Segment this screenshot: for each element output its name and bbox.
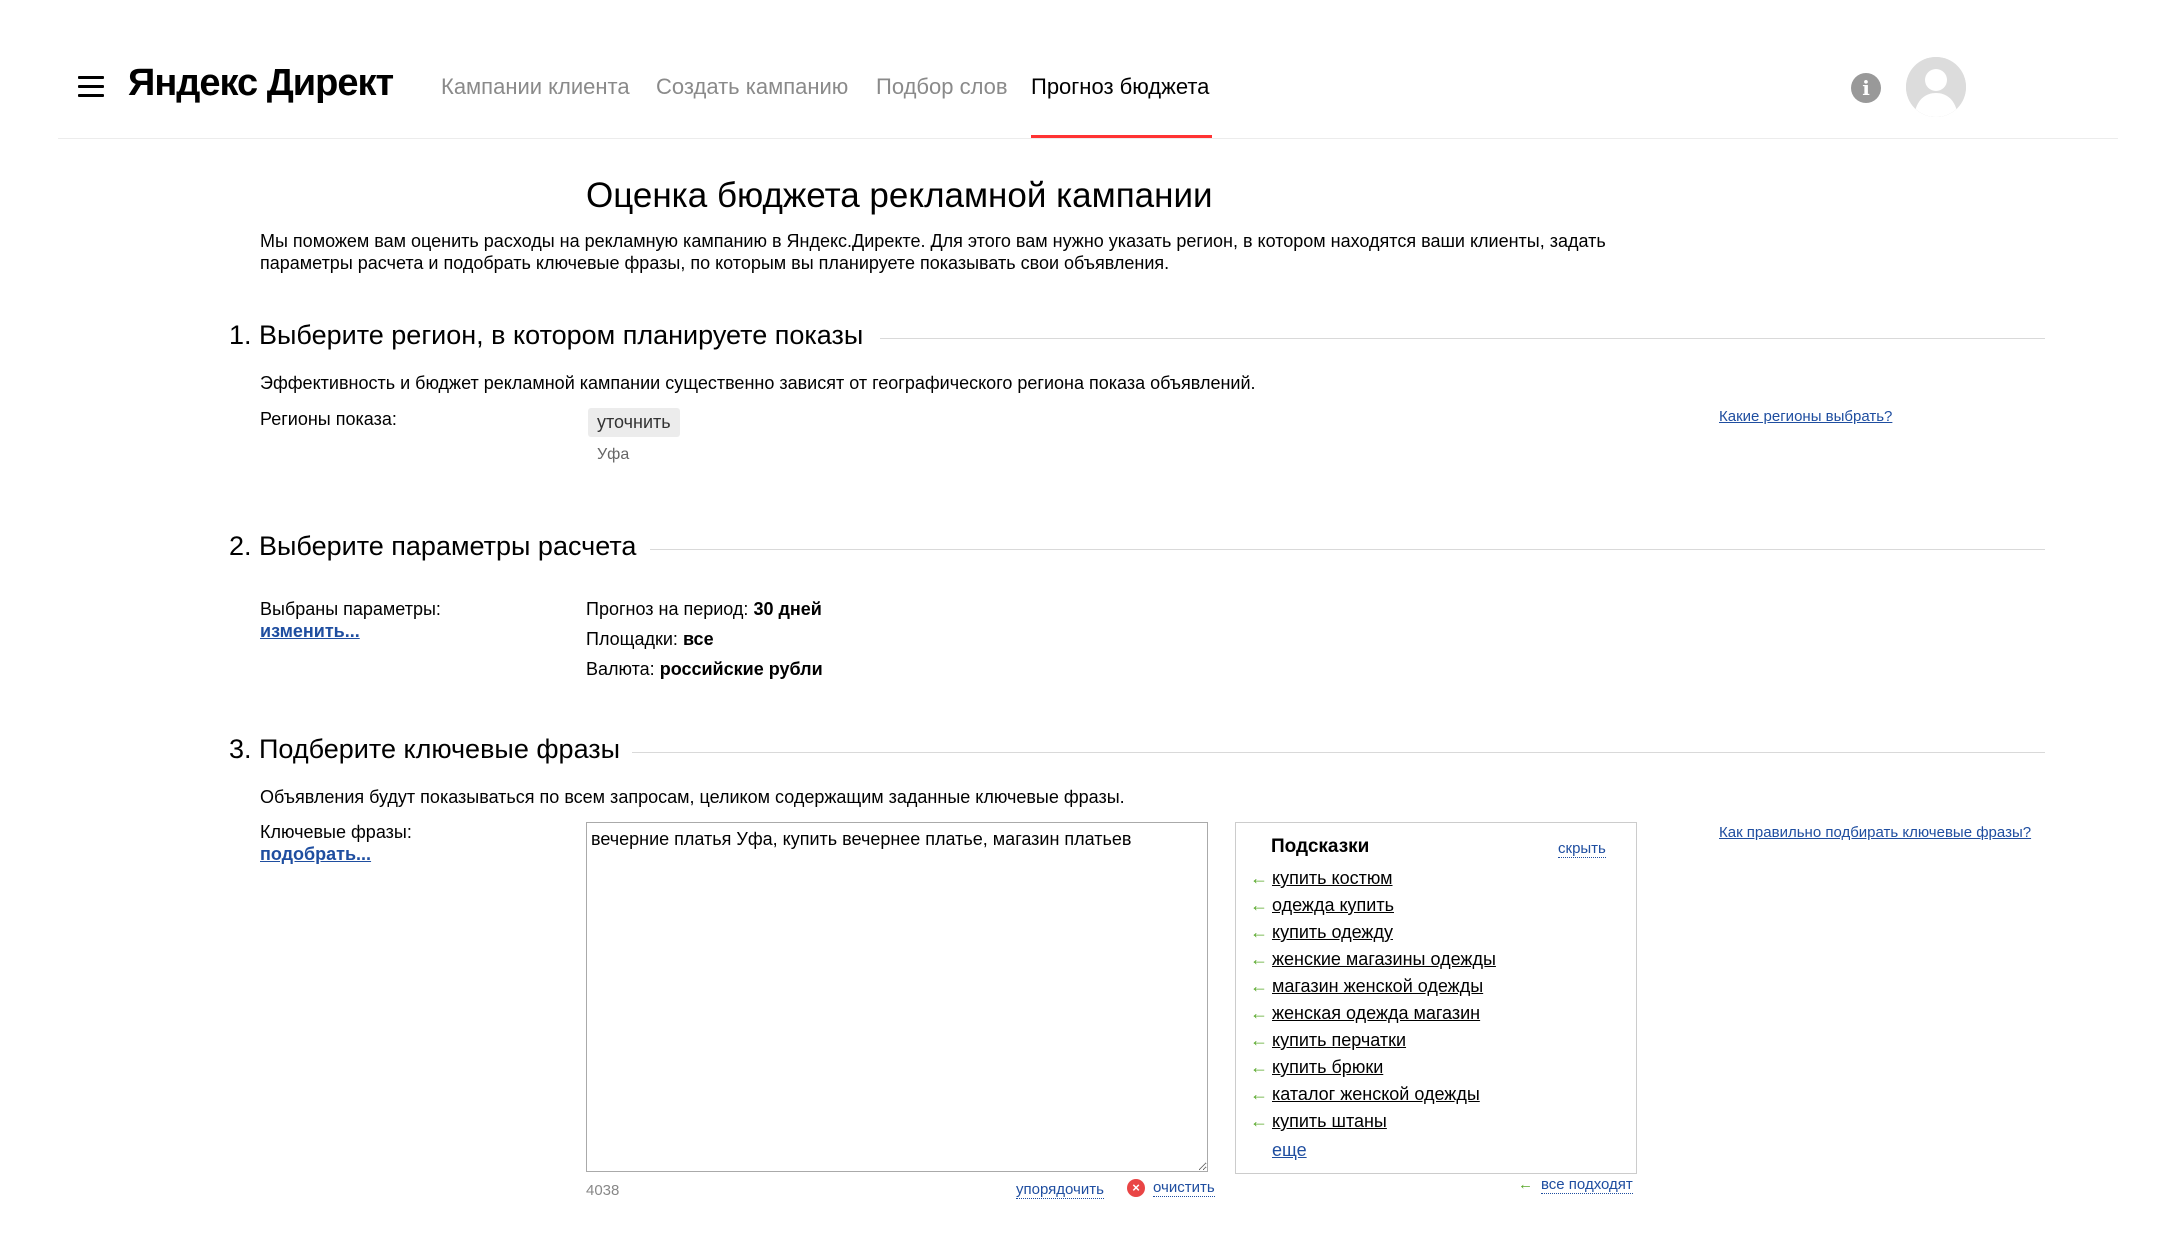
hint-text[interactable]: женская одежда магазин: [1272, 1003, 1481, 1023]
hint-text[interactable]: купить штаны: [1272, 1111, 1387, 1131]
add-arrow-icon[interactable]: ←: [1250, 1057, 1268, 1077]
platforms-value: все: [682, 629, 714, 649]
hint-item[interactable]: [1250, 895, 1394, 916]
which-regions-link[interactable]: Какие регионы выбрать?: [1719, 408, 1893, 425]
section2-title: 2. Выберите параметры расчета: [229, 531, 648, 562]
hint-item[interactable]: [1250, 1057, 1383, 1078]
add-arrow-icon[interactable]: ←: [1250, 922, 1268, 942]
hint-item[interactable]: [1250, 1003, 1480, 1024]
keywords-help-link[interactable]: Как правильно подбирать ключевые фразы?: [1719, 824, 2032, 841]
clear-link[interactable]: очистить: [1153, 1179, 1215, 1196]
add-arrow-icon[interactable]: ←: [1250, 1030, 1268, 1050]
nav-client-campaigns[interactable]: Кампании клиента: [441, 74, 630, 99]
period-label: Прогноз на период:: [586, 599, 749, 619]
more-hints-link[interactable]: еще: [1272, 1140, 1307, 1160]
hint-text[interactable]: каталог женской одежды: [1272, 1084, 1480, 1104]
params-label: Выбраны параметры:: [260, 599, 441, 619]
currency-row: [586, 659, 823, 680]
hint-text[interactable]: одежда купить: [1272, 895, 1394, 915]
keywords-label: Ключевые фразы:: [260, 822, 412, 842]
nav-budget-forecast[interactable]: Прогноз бюджета: [1031, 74, 1210, 99]
page-title: Оценка бюджета рекламной кампании: [586, 176, 1213, 215]
section1-title: 1. Выберите регион, в котором планируете показы: [229, 320, 875, 351]
add-arrow-icon[interactable]: ←: [1250, 949, 1268, 969]
user-avatar-icon: [1906, 57, 1966, 117]
header-divider: [58, 138, 2118, 139]
clear-icon[interactable]: ×: [1127, 1179, 1145, 1197]
regions-label: Регионы показа:: [260, 409, 397, 429]
hide-hints-wrap: [1558, 840, 1606, 857]
platforms-row: [586, 629, 714, 650]
add-arrow-icon[interactable]: ←: [1250, 976, 1268, 996]
hint-item[interactable]: [1250, 1030, 1406, 1051]
hint-text[interactable]: купить костюм: [1272, 868, 1393, 888]
hint-text[interactable]: магазин женской одежды: [1272, 976, 1484, 996]
hints-title: Подсказки: [1271, 836, 1370, 857]
add-arrow-icon[interactable]: ←: [1250, 1111, 1268, 1131]
nav-word-selection[interactable]: Подбор слов: [876, 74, 1008, 99]
region-value: Уфа: [597, 446, 630, 463]
hint-text[interactable]: купить брюки: [1272, 1057, 1384, 1077]
intro-text: Мы поможем вам оценить расходы на рекламную кампанию в Яндекс.Директе. Для этого вам нужно указать регион, в котором находятся ваши клиенты, задать параметры расчета и подобрать ключевые фразы, по которым вы планируете показывать свои объявления.: [260, 231, 1606, 273]
keywords-textarea[interactable]: [586, 822, 1208, 1172]
hint-item[interactable]: [1250, 1084, 1480, 1105]
hint-text[interactable]: купить перчатки: [1272, 1030, 1407, 1050]
info-icon[interactable]: i: [1851, 73, 1881, 103]
section3-title: 3. Подберите ключевые фразы: [229, 734, 632, 765]
section-divider: [880, 338, 2045, 339]
currency-label: Валюта:: [586, 659, 655, 679]
hint-item[interactable]: [1250, 949, 1496, 970]
clear-link-wrap: [1127, 1179, 1215, 1197]
add-all-arrow-icon[interactable]: ←: [1518, 1176, 1533, 1193]
add-arrow-icon[interactable]: ←: [1250, 1003, 1268, 1023]
avatar[interactable]: [1906, 57, 1966, 117]
hide-hints-link[interactable]: скрыть: [1558, 840, 1606, 857]
section1-description: Эффективность и бюджет рекламной кампании существенно зависят от географического региона показа объявлений.: [260, 373, 1256, 393]
logo[interactable]: Яндекс Директ: [128, 62, 394, 104]
add-arrow-icon[interactable]: ←: [1250, 895, 1268, 915]
hint-item[interactable]: [1250, 1111, 1387, 1132]
period-value: 30 дней: [753, 599, 822, 619]
platforms-label: Площадки:: [586, 629, 678, 649]
hint-text[interactable]: женские магазины одежды: [1272, 949, 1496, 969]
char-counter: 4038: [586, 1182, 620, 1199]
section-divider: [650, 549, 2045, 550]
hint-item[interactable]: [1250, 976, 1483, 997]
change-params-link[interactable]: изменить...: [260, 621, 360, 641]
refine-region-button[interactable]: уточнить: [588, 408, 680, 437]
pick-keywords-link[interactable]: подобрать...: [260, 844, 372, 864]
nav-create-campaign[interactable]: Создать кампанию: [656, 74, 849, 99]
menu-icon[interactable]: [78, 76, 104, 98]
section-divider: [630, 752, 2045, 753]
all-fit-wrap: [1518, 1176, 1633, 1193]
section3-description: Объявления будут показываться по всем запросам, целиком содержащим заданные ключевые фразы.: [260, 787, 1125, 807]
sort-link[interactable]: упорядочить: [1016, 1181, 1104, 1198]
hint-text[interactable]: купить одежду: [1272, 922, 1393, 942]
add-arrow-icon[interactable]: ←: [1250, 868, 1268, 888]
hint-item[interactable]: [1250, 922, 1393, 943]
period-row: [586, 599, 822, 620]
hint-item[interactable]: [1250, 868, 1393, 889]
all-fit-link[interactable]: все подходят: [1541, 1176, 1633, 1193]
add-arrow-icon[interactable]: ←: [1250, 1084, 1268, 1104]
currency-value: российские рубли: [659, 659, 823, 679]
sort-link-wrap: [1016, 1181, 1104, 1198]
